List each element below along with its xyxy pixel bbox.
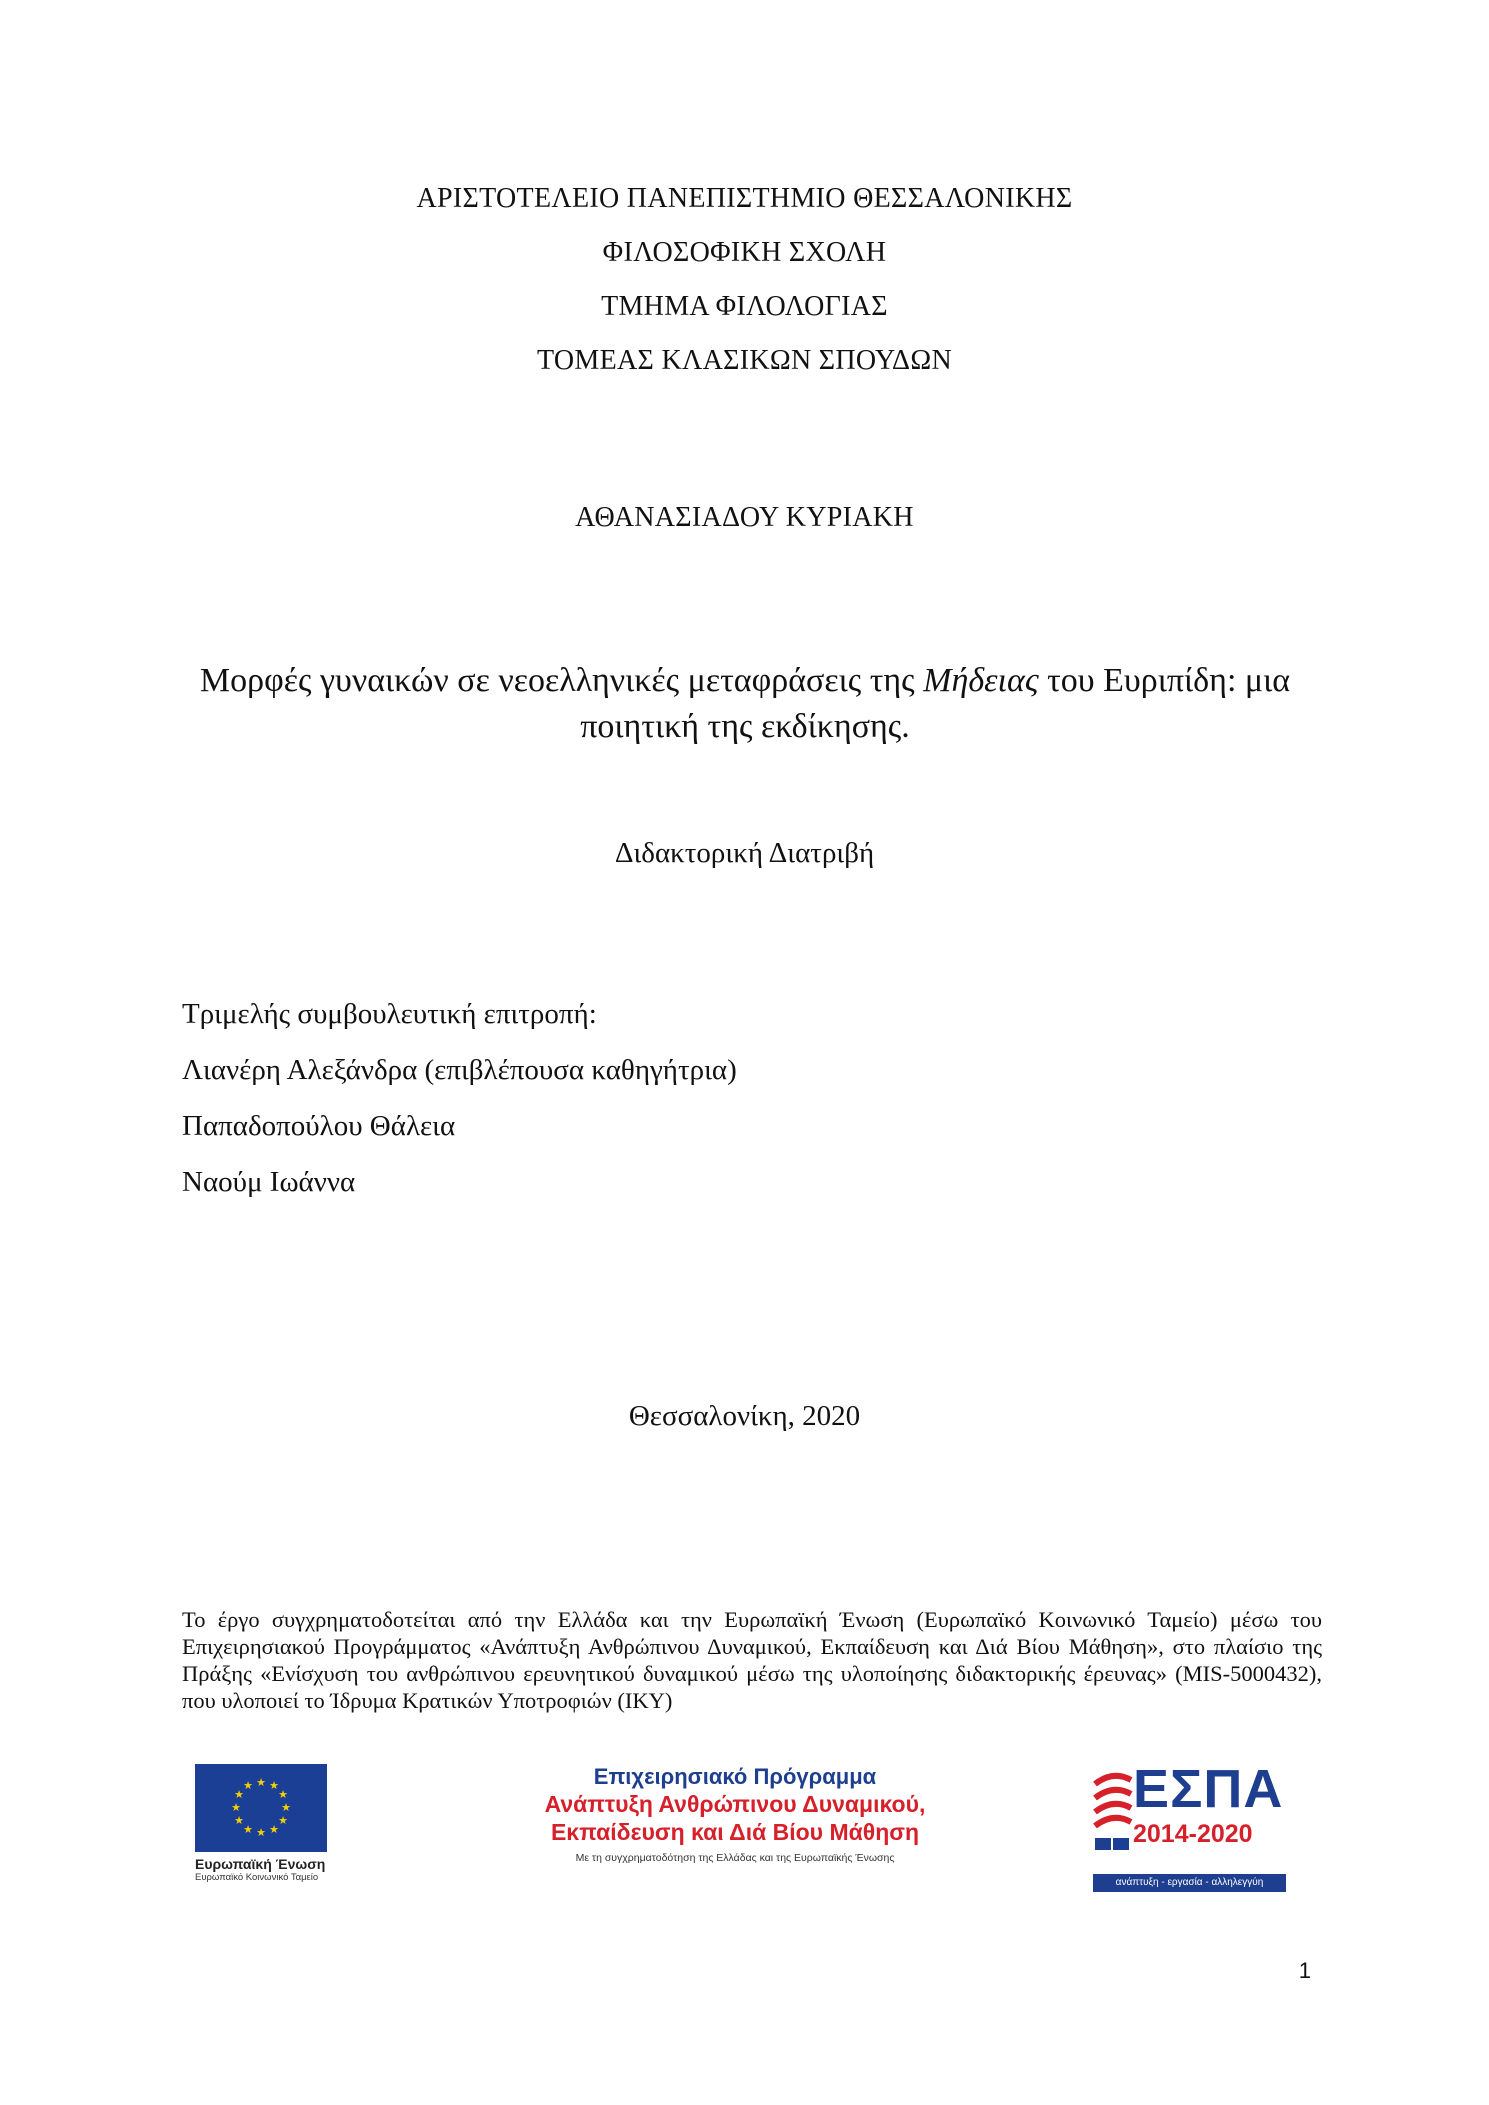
op-name-line2: Εκπαίδευση και Διά Βίου Μάθηση	[550, 1819, 920, 1845]
svg-text:★: ★	[256, 1826, 266, 1839]
place-date: Θεσσαλονίκη, 2020	[628, 1400, 861, 1432]
committee-member: Παπαδοπούλου Θάλεια	[182, 1110, 456, 1142]
espa-wordmark: ΕΣΠΑ	[1133, 1759, 1284, 1819]
eu-flag-icon	[195, 1764, 327, 1852]
title-part2: του Ευριπίδη: μια ποιητική της εκδίκησης.	[580, 662, 1291, 745]
department-name: ΤΜΗΜΑ ΦΙΛΟΛΟΓΙΑΣ	[601, 291, 888, 322]
eu-logo	[195, 1764, 333, 1883]
espa-years: 2014-2020	[1133, 1820, 1253, 1848]
thesis-title	[170, 658, 1320, 750]
svg-text:★: ★	[231, 1801, 241, 1814]
espa-logo	[1093, 1759, 1288, 1888]
op-title: Επιχειρησιακό Πρόγραμμα	[593, 1764, 877, 1789]
svg-text:★: ★	[269, 1779, 279, 1792]
svg-text:★: ★	[278, 1788, 288, 1801]
funding-statement: Το έργο συγχρηματοδοτείται από την Ελλάδα και την Ευρωπαϊκή Ένωση (Ευρωπαϊκό Κοινωνικό Ταμείο) μέσω του Επιχειρησιακού Προγράμματος «Ανάπτυξη Ανθρώπινου Δυναμικού, Εκπαίδευση και Διά Βίου Μάθηση», στο πλαίσιο της Πράξης «Ενίσχυση του ανθρώπινου ερευνητικού δυναμικού μέσω της υλοποίησης διδακτορικής έρευνας» (MIS-5000432), που υλοποιεί το Ίδρυμα Κρατικών Υποτροφιών (ΙΚΥ)	[182, 1607, 1322, 1713]
document-type: Διδακτορική Διατριβή	[614, 837, 875, 869]
svg-text:★: ★	[234, 1788, 244, 1801]
sector-name: ΤΟΜΕΑΣ ΚΛΑΣΙΚΩΝ ΣΠΟΥΔΩΝ	[537, 345, 952, 376]
op-name-line1: Ανάπτυξη Ανθρώπινου Δυναμικού,	[544, 1791, 926, 1817]
title-part1: Μορφές γυναικών σε νεοελληνικές μεταφράσεις της	[199, 662, 924, 699]
title-italic: Μήδειας	[923, 662, 1039, 699]
page-number: 1	[1298, 1958, 1311, 1983]
author-name: ΑΘΑΝΑΣΙΑΔΟΥ ΚΥΡΙΑΚΗ	[575, 502, 914, 533]
svg-text:★: ★	[281, 1801, 291, 1814]
eu-subcaption: Ευρωπαϊκό Κοινωνικό Ταμείο	[195, 1872, 319, 1883]
op-logo	[515, 1764, 955, 1864]
espa-stripes-icon	[1093, 1766, 1133, 1856]
svg-text:★: ★	[269, 1823, 279, 1836]
svg-text:★: ★	[243, 1823, 253, 1836]
committee-member: Λιανέρη Αλεξάνδρα (επιβλέπουσα καθηγήτρια)	[182, 1054, 737, 1086]
svg-text:★: ★	[278, 1814, 288, 1827]
op-cofunding: Με τη συγχρηματοδότηση της Ελλάδας και της Ευρωπαϊκής Ένωσης	[575, 1852, 895, 1864]
school-name: ΦΙΛΟΣΟΦΙΚΗ ΣΧΟΛΗ	[602, 237, 887, 268]
committee-member: Ναούμ Ιωάννα	[182, 1166, 356, 1198]
svg-text:★: ★	[234, 1814, 244, 1827]
eu-stars-icon	[195, 1764, 327, 1852]
svg-text:★: ★	[256, 1776, 266, 1789]
eu-caption: Ευρωπαϊκή Ένωση	[195, 1856, 326, 1872]
svg-text:★: ★	[243, 1779, 253, 1792]
committee-heading: Τριμελής συμβουλευτική επιτροπή:	[182, 998, 597, 1030]
university-name: ΑΡΙΣΤΟΤΕΛΕΙΟ ΠΑΝΕΠΙΣΤΗΜΙΟ ΘΕΣΣΑΛΟΝΙΚΗΣ	[416, 183, 1073, 214]
espa-tagline: ανάπτυξη - εργασία - αλληλεγγύη	[1093, 1874, 1286, 1892]
